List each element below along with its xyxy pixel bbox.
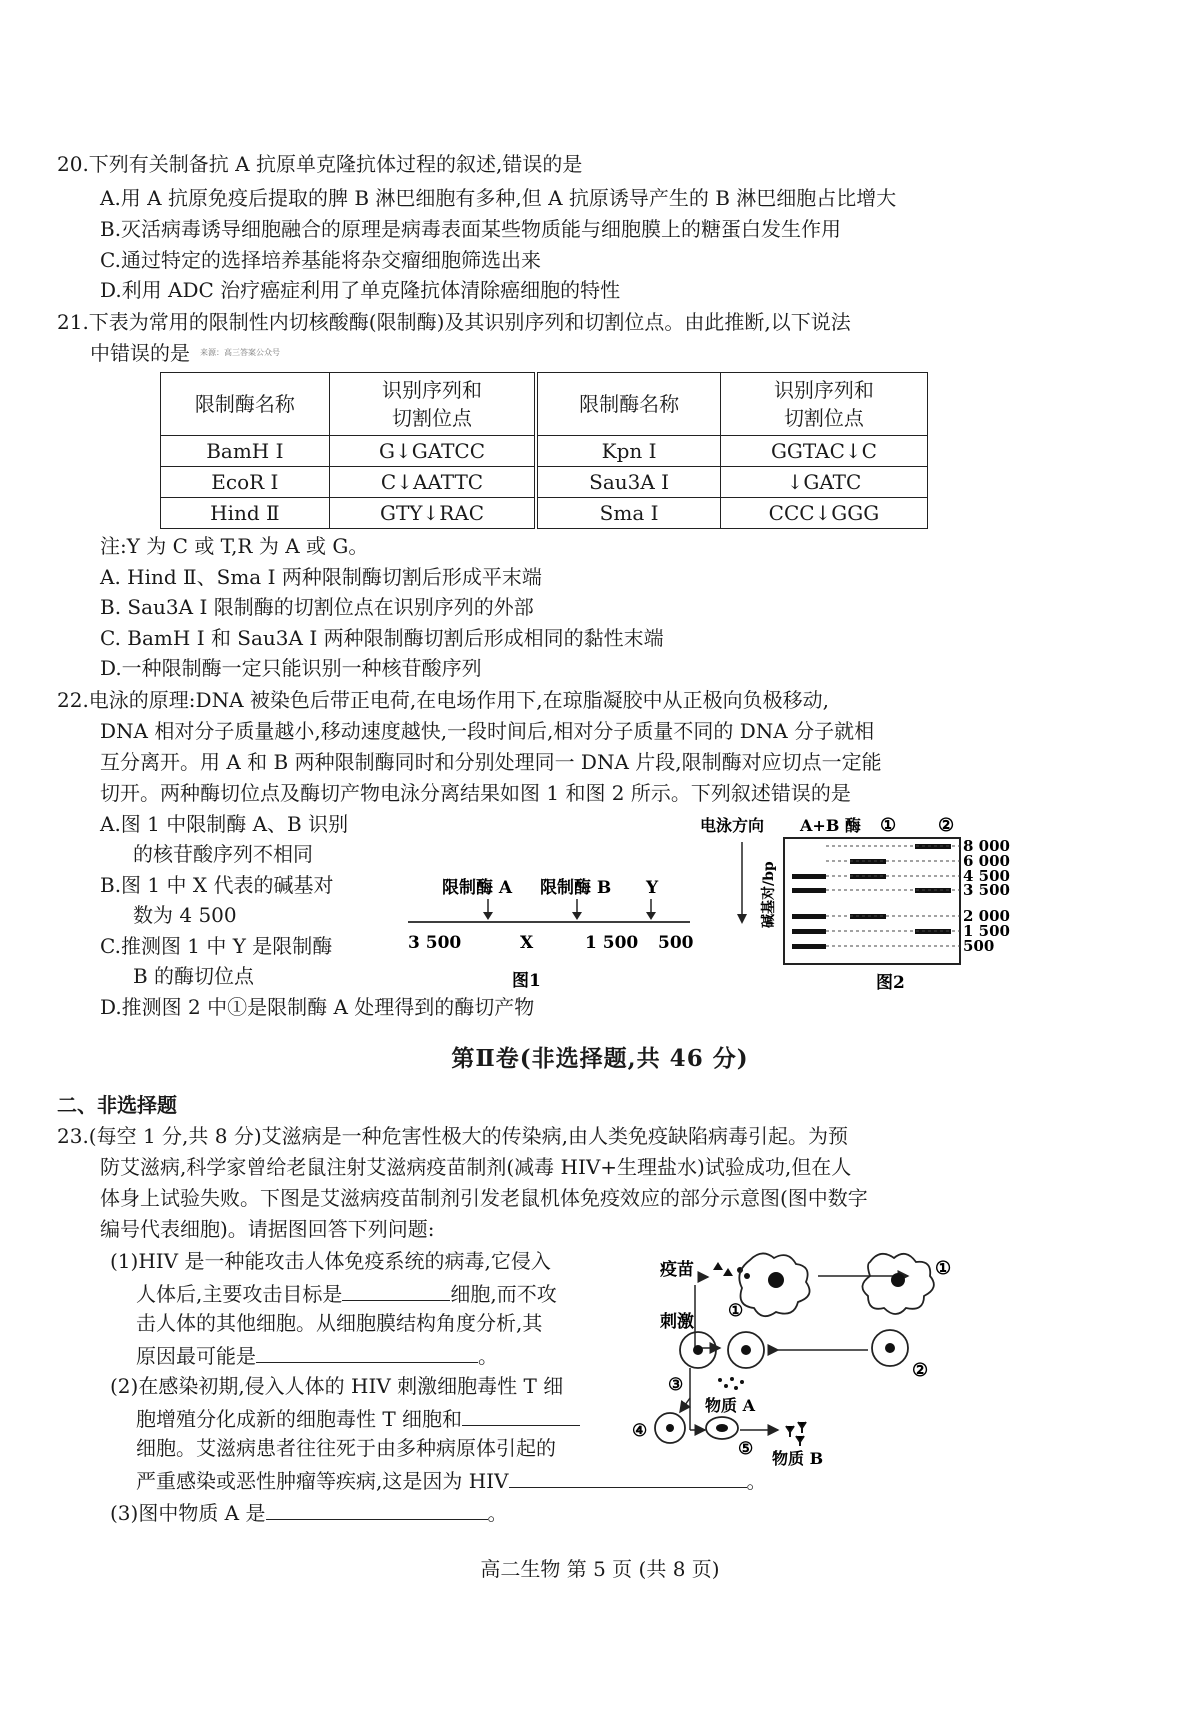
band-ab-1500: [792, 929, 826, 934]
q21-option-c: C. BamH Ⅰ 和 Sau3A Ⅰ 两种限制酶切割后形成相同的黏性末端: [100, 626, 664, 650]
fig1-seg-3: 1 500: [585, 933, 639, 953]
table-cell: Kpn Ⅰ: [536, 436, 720, 467]
table-cell: C↓AATTC: [329, 467, 536, 498]
fig2-direction-arrowhead: [737, 914, 747, 924]
table-cell: ↓GATC: [720, 467, 927, 498]
fig2-size-2000: 2 000: [963, 907, 1010, 925]
q22-option-a: A.图 1 中限制酶 A、B 识别: [100, 812, 349, 836]
fig1-arrowhead-a: [483, 912, 493, 920]
label-vaccine: 疫苗: [660, 1260, 694, 1280]
q22-option-b: B.图 1 中 X 代表的碱基对: [100, 873, 334, 897]
fig2-lane-1: ①: [880, 815, 897, 836]
q22-option-b-cont: 数为 4 500: [133, 903, 237, 927]
immune-response-figure: [632, 1240, 1050, 1470]
table-cell: Sau3A Ⅰ: [536, 467, 720, 498]
q22-stem-line3: 互分离开。用 A 和 B 两种限制酶同时和分别处理同一 DNA 片段,限制酶对应切点一定能: [100, 750, 882, 774]
cell-5-nucleus: [716, 1424, 728, 1432]
q22-option-c: C.推测图 1 中 Y 是限制酶: [100, 934, 333, 958]
q21-option-a: A. Hind Ⅱ、Sma Ⅰ 两种限制酶切割后形成平末端: [100, 565, 542, 589]
q23-p2-line3: 细胞。艾滋病患者往往死于由多种病原体引起的: [136, 1436, 556, 1460]
fig1-label-a: 限制酶 A: [442, 878, 513, 898]
fig1-seg-1: 3 500: [408, 933, 462, 953]
fig2-size-1500: 1 500: [963, 922, 1010, 940]
q23-p2-line4: 严重感染或恶性肿瘤等疾病,这是因为 HIV 。: [136, 1465, 767, 1495]
q23-p2-line1: (2)在感染初期,侵入人体的 HIV 刺激细胞毒性 T 细: [110, 1374, 564, 1398]
label-substance-a: 物质 A: [705, 1396, 755, 1415]
answer-blank-reason[interactable]: [256, 1340, 478, 1363]
q20-option-c: C.通过特定的选择培养基能将杂交瘤细胞筛选出来: [100, 248, 541, 272]
answer-blank-target-cell[interactable]: [342, 1278, 450, 1301]
q23-stem-line1: 23.(每空 1 分,共 8 分)艾滋病是一种危害性极大的传染病,由人类免疫缺陷病毒引起。为预: [57, 1124, 849, 1148]
cell-helper-t-nucleus: [741, 1345, 751, 1355]
fig2-lane-ab: A+B 酶: [800, 816, 861, 835]
label-cell-1: ①: [728, 1301, 744, 1321]
q23-p3: (3)图中物质 A 是 。: [110, 1497, 508, 1527]
fig2-size-8000: 8 000: [963, 837, 1010, 855]
fig2-direction: 电泳方向: [700, 816, 765, 835]
q23-stem-line2: 防艾滋病,科学家曾给老鼠注射艾滋病疫苗制剂(减毒 HIV+生理盐水)试验成功,但在人: [100, 1155, 852, 1179]
watermark: 来源：高三答案公众号: [200, 348, 280, 357]
fig1-label-b: 限制酶 B: [540, 878, 612, 898]
q21-option-d: D.一种限制酶一定只能识别一种核苷酸序列: [100, 656, 482, 680]
fig2-caption: 图2: [876, 973, 905, 993]
band-ab-4500: [792, 874, 826, 879]
q23-p1-line4: 原因最可能是 。: [136, 1340, 498, 1370]
label-cell-3: ③: [668, 1375, 684, 1395]
fig1-label-y: Y: [646, 878, 659, 898]
q23-p1-line1: (1)HIV 是一种能攻击人体免疫系统的病毒,它侵入: [110, 1249, 551, 1273]
answer-blank-substance-a[interactable]: [266, 1497, 488, 1520]
q23-stem-line3: 体身上试验失败。下图是艾滋病疫苗制剂引发老鼠机体免疫效应的部分示意图(图中数字: [100, 1186, 868, 1210]
band-ab-2000: [792, 914, 826, 919]
fig2-lane-2: ②: [938, 815, 955, 836]
cell-b-nucleus: [693, 1345, 703, 1355]
table-cell: Sma Ⅰ: [536, 498, 720, 529]
q21-note: 注:Y 为 C 或 T,R 为 A 或 G。: [100, 534, 369, 558]
label-cell-2: ②: [912, 1360, 929, 1381]
header-enzyme-name: 限制酶名称: [161, 373, 330, 436]
fig1-arrowhead-y: [646, 912, 656, 920]
cell-2-nucleus: [885, 1343, 895, 1353]
table-cell: EcoR Ⅰ: [161, 467, 330, 498]
q20-stem: 20.下列有关制备抗 A 抗原单克隆抗体过程的叙述,错误的是: [57, 152, 583, 176]
apc-nucleus-right: [891, 1273, 905, 1287]
label-cell-5: ⑤: [738, 1439, 754, 1459]
arrow-to-cell-4: [680, 1398, 690, 1412]
header-enzyme-name-2: 限制酶名称: [536, 373, 720, 436]
part2-title: 二、非选择题: [57, 1093, 177, 1117]
band-ab-500: [792, 944, 826, 949]
page-footer: 高二生物 第 5 页 (共 8 页): [480, 1557, 720, 1581]
fig2-size-3500: 3 500: [963, 881, 1010, 899]
table-cell: GTY↓RAC: [329, 498, 536, 529]
q20-option-a: A.用 A 抗原免疫后提取的脾 B 淋巴细胞有多种,但 A 抗原诱导产生的 B 淋巴细胞占比增大: [100, 186, 897, 210]
figure-1: [400, 868, 710, 998]
q22-stem-line1: 22.电泳的原理:DNA 被染色后带正电荷,在电场作用下,在琼脂凝胶中从正极向负极移动,: [57, 688, 829, 712]
header-sequence: 识别序列和 切割位点: [329, 373, 536, 436]
label-substance-b: 物质 B: [772, 1449, 824, 1468]
label-cell-4: ④: [632, 1421, 648, 1441]
q23-p1-line3: 击人体的其他细胞。从细胞膜结构角度分析,其: [136, 1311, 543, 1335]
fig2-size-6000: 6 000: [963, 852, 1010, 870]
fig2-size-4500: 4 500: [963, 867, 1010, 885]
table-cell: G↓GATCC: [329, 436, 536, 467]
band-ab-3500: [792, 888, 826, 893]
q22-option-c-cont: B 的酶切位点: [133, 964, 255, 988]
table-cell: Hind Ⅱ: [161, 498, 330, 529]
restriction-enzyme-table: [160, 372, 928, 529]
band-2-1500: [915, 929, 951, 934]
band-2-3500: [915, 888, 951, 893]
q22-option-a-cont: 的核苷酸序列不相同: [133, 842, 313, 866]
q23-p1-line2: 人体后,主要攻击目标是 细胞,而不攻: [136, 1278, 557, 1308]
substance-b-antibodies: [786, 1422, 806, 1446]
q20-option-b: B.灭活病毒诱导细胞融合的原理是病毒表面某些物质能与细胞膜上的糖蛋白发生作用: [100, 217, 842, 241]
table-cell: BamH Ⅰ: [161, 436, 330, 467]
table-cell: CCC↓GGG: [720, 498, 927, 529]
q22-stem-line4: 切开。两种酶切位点及酶切产物电泳分离结果如图 1 和图 2 所示。下列叙述错误的是: [100, 781, 851, 805]
table-row: [161, 498, 928, 529]
table-row: [161, 436, 928, 467]
q23-stem-line4: 编号代表细胞)。请据图回答下列问题:: [100, 1217, 435, 1241]
fig1-seg-2: X: [520, 933, 534, 953]
q23-p2-line2: 胞增殖分化成新的细胞毒性 T 细胞和: [136, 1403, 580, 1433]
fig2-yaxis-label: 碱基对/bp: [761, 861, 777, 928]
substance-a-dots: [718, 1377, 744, 1390]
label-cell-1-right: ①: [935, 1258, 952, 1279]
q22-stem-line2: DNA 相对分子质量越小,移动速度越快,一段时间后,相对分子质量不同的 DNA 分子就相: [100, 719, 875, 743]
q21-stem-line2: 中错误的是 $^{来源:高三答案公众号}$: [90, 341, 280, 365]
table-row: [161, 467, 928, 498]
label-stimulus: 刺激: [660, 1312, 694, 1332]
header-sequence-2: 识别序列和 切割位点: [720, 373, 927, 436]
answer-blank-memory-cell[interactable]: [462, 1403, 580, 1426]
figure-2: [700, 808, 1030, 998]
q21-stem-line1: 21.下表为常用的限制性内切核酸酶(限制酶)及其识别序列和切割位点。由此推断,以下说法: [57, 310, 851, 334]
cell-4-nucleus: [666, 1424, 674, 1432]
q22-option-d: D.推测图 2 中①是限制酶 A 处理得到的酶切产物: [100, 995, 535, 1019]
table-cell: GGTAC↓C: [720, 436, 927, 467]
fig1-seg-4: 500: [658, 933, 694, 953]
fig1-caption: 图1: [512, 971, 541, 991]
band-2-8000: [915, 844, 951, 849]
table-header-row: [161, 373, 928, 436]
section-title: 第Ⅱ卷(非选择题,共 46 分): [451, 1045, 749, 1072]
q20-option-d: D.利用 ADC 治疗癌症利用了单克隆抗体清除癌细胞的特性: [100, 278, 621, 302]
fig2-size-500: 500: [963, 937, 995, 955]
fig1-arrowhead-b: [572, 912, 582, 920]
q21-option-b: B. Sau3A Ⅰ 限制酶的切割位点在识别序列的外部: [100, 595, 534, 619]
apc-nucleus-left: [768, 1272, 784, 1288]
